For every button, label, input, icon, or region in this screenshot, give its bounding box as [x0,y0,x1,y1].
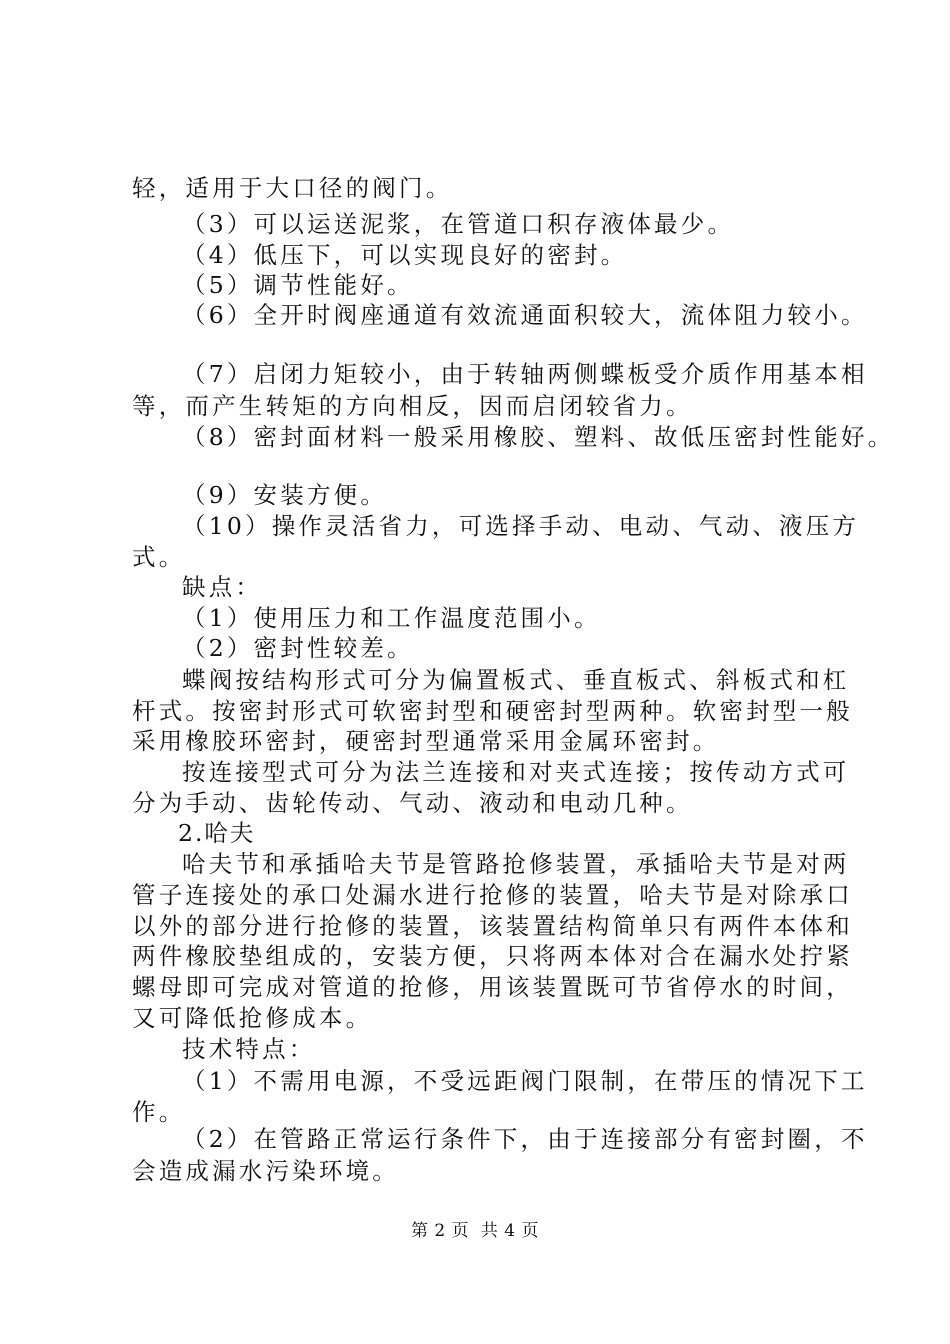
text-line: （3）可以运送泥浆，在管道口积存液体最少。 [182,210,735,238]
text-line: （4）低压下，可以实现良好的密封。 [182,241,628,269]
text-line: 采用橡胶环密封，硬密封型通常采用金属环密封。 [132,727,720,755]
text-line: （8）密封面材料一般采用橡胶、塑料、故低压密封性能好。 [182,423,895,451]
text-line: 蝶阀按结构形式可分为偏置板式、垂直板式、斜板式和杠 [182,666,850,694]
text-line: 管子连接处的承口处漏水进行抢修的装置，哈夫节是对除承口 [132,881,853,909]
text-line: （1）使用压力和工作温度范围小。 [182,604,601,632]
section-heading: 2.哈夫 [178,819,256,847]
text-line: 按连接型式可分为法兰连接和对夹式连接；按传动方式可 [182,758,850,786]
text-line: 轻，适用于大口径的阀门。 [132,174,453,202]
text-line: 技术特点： [182,1035,316,1063]
text-line: （6）全开时阀座通道有效流通面积较大，流体阻力较小。 [182,301,868,329]
text-line: （2）密封性较差。 [182,634,414,662]
text-line: （2）在管路正常运行条件下，由于连接部分有密封圈，不 [182,1125,868,1153]
text-line: （1）不需用电源，不受远距阀门限制，在带压的情况下工 [182,1067,868,1095]
text-line: （9）安装方便。 [182,481,388,509]
text-line: 分为手动、齿轮传动、气动、液动和电动几种。 [132,789,693,817]
text-line: 作。 [132,1098,186,1126]
text-line: 以外的部分进行抢修的装置，该装置结构简单只有两件本体和 [132,912,853,940]
text-line: （10）操作灵活省力，可选择手动、电动、气动、液压方 [182,512,860,540]
text-line: （5）调节性能好。 [182,271,414,299]
text-line: 哈夫节和承插哈夫节是管路抢修装置，承插哈夫节是对两 [182,850,850,878]
text-line: 式。 [132,543,186,571]
text-line: 两件橡胶垫组成的，安装方便，只将两本体对合在漏水处拧紧 [132,942,853,970]
text-line: 等，而产生转矩的方向相反，因而启闭较省力。 [132,392,693,420]
text-line: 缺点： [182,573,263,601]
page-number: 第 2 页 共 4 页 [410,1221,540,1241]
text-line: 螺母即可完成对管道的抢修，用该装置既可节省停水的时间， [132,973,853,1001]
text-line: （7）启闭力矩较小，由于转轴两侧蝶板受介质作用基本相 [182,360,868,388]
text-line: 又可降低抢修成本。 [132,1004,373,1032]
text-line: 会造成漏水污染环境。 [132,1157,399,1185]
text-line: 杆式。按密封形式可软密封型和硬密封型两种。软密封型一般 [132,697,853,725]
